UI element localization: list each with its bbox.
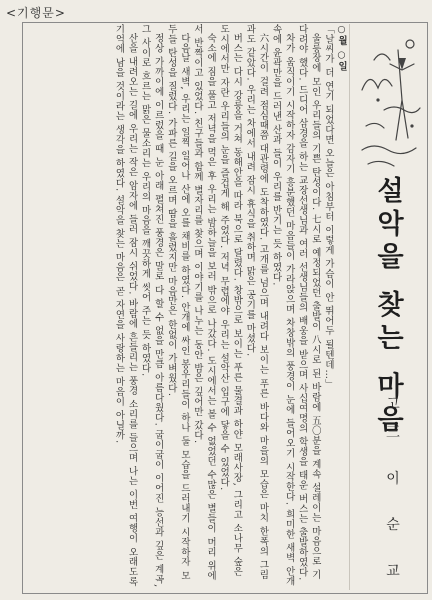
entry-date: ○월 ○일: [336, 24, 347, 72]
article-author: 고三 이 순 교: [384, 396, 400, 592]
mountain-sketch-illustration: [354, 30, 424, 180]
body-paragraph: 다음날 새벽, 우리는 일찍 일어나 산에 오를 채비를 하였다. 안개에 싸인 봉우리들이 하나 둘 모습을 드러내기 시작하자 모두들 탄성을 질렀다. 가파른 길을 오르며 땀을 흘렸지만 마음만은 한없이 가벼웠다.: [165, 24, 190, 581]
body-paragraph: 정상 가까이에 이르렀을 때 눈 아래 펼쳐진 풍경은 말로 다 할 수 없을 만큼 아름다웠다. 굽이굽이 이어진 능선과 깊은 계곡, 그 사이로 흐르는 맑은 물소리는 우리의 마음을 깨끗하게 씻어 주는 듯 하였다.: [139, 24, 164, 589]
section-tag: <기행문>: [6, 6, 66, 20]
article-title: 설악을 찾는 마음: [372, 176, 403, 438]
article-body: [28, 24, 348, 590]
body-paragraph: 울릉장에 모인 우리들의 기쁜 탄성이다. 七시로 예정되었던 출발이 八시로 된 바람에 五〇분을 계속 설레이는 마음으로 기다려야 했다. 드디어 삼경을 하는 교장선생님과 여러 선생님들의 배웅을 받으며 사십여명의 학생을 태운 버스는 출발하였다.: [296, 24, 321, 581]
opening-quote: 「날씨가 더 연기 되었다면 오늘은 아침부터 이렇게 가슴이 안 뛰어두 될텐데…」: [322, 24, 334, 390]
body-paragraph: 차가 움직이기 시작하자 감자기 흥분했던 마음들이 가라앉으며 차창밖의 풍경이 눈에 들어오기 시작한다. 희미한 새벽 안개 속에 윤곽만을 드러낸 산과 들이 우리를 반기는 듯 하였다.: [270, 24, 295, 587]
body-paragraph: 버스는 다시 강릉을 거쳐 동해안을 따라 북으로 달렸다. 창밖으로 보이는 푸른 물결과 하얀 모래사장, 그리고 소나무 숲은 도시에서만 자란 우리들의 눈을 즐겁게 해 주었다. 저녁 무렵에야 우리는 설악산 입구에 닿을 수 있었다.: [218, 24, 243, 578]
body-paragraph: 숙소에 짐을 풀고 저녁을 먹은 후 우리는 밤하늘을 보러 밖으로 나갔다. 도시에서는 볼 수 없었던 수많은 별들이 머리 위에서 반짝이고 있었다. 친구들과 함께 별자리를 찾으며 이야기를 나누는 동안 밤은 깊어만 갔다.: [191, 24, 217, 581]
body-paragraph: 六시간이 걸려 점심때쯤 대관령에 도착하였다. 고개를 넘으며 내려다 보이는 푸른 바다와 마을의 모습은 마치 한폭의 그림과도 같았다. 우리는 차에서 내려 잠시 휴식을 취하며 맑은 공기를 마셨다.: [244, 24, 269, 581]
column-divider: [349, 24, 350, 590]
body-paragraph: 산을 내려오는 길에 우리는 작은 암자에 들러 잠시 쉬었다. 바람에 흔들리는 풍경 소리를 들으며 나는 이번 여행이 오래도록 기억에 남을 것이라는 생각을 하였다. 설악을 찾는 마음은 곧 자연을 사랑하는 마음이 아닐까.: [113, 24, 138, 588]
